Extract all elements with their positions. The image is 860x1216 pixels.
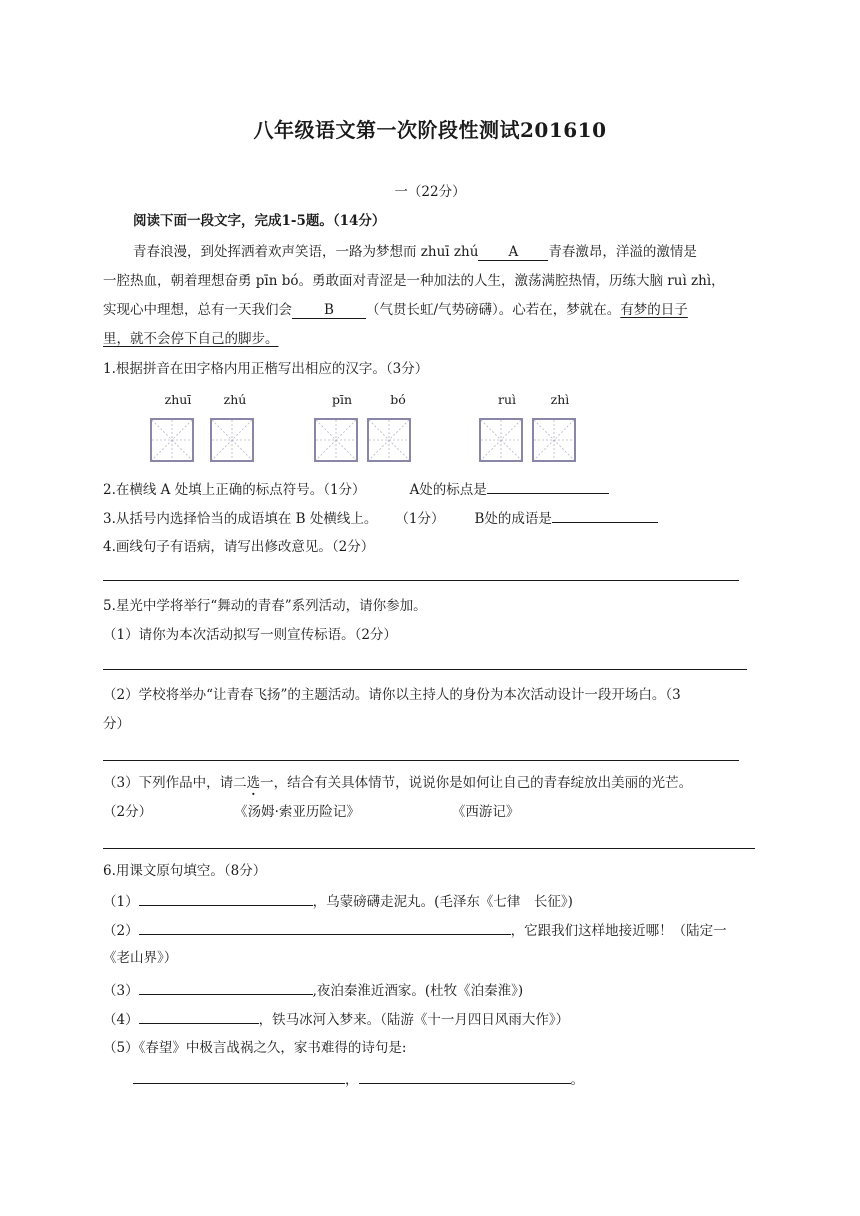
question-5: 5.星光中学将举行“舞动的青春”系列活动，请你参加。 (103, 598, 427, 614)
tianzige-grid[interactable] (479, 418, 523, 462)
question-6: 6.用课文原句填空。（8分） (103, 863, 267, 879)
answer-blank[interactable] (139, 1008, 259, 1024)
passage-text: （气贯长虹/气势磅礴）。心若在，梦就在。 (366, 302, 621, 318)
answer-line[interactable] (103, 580, 739, 581)
answer-blank[interactable] (487, 478, 609, 494)
question-5-sub-3-options (103, 802, 519, 822)
answer-blank[interactable] (139, 919, 511, 935)
question-text: 3.从括号内选择恰当的成语填在 B 处横线上。 (103, 511, 378, 527)
answer-line[interactable] (103, 760, 739, 761)
answer-blank[interactable] (133, 1068, 345, 1084)
question-5-sub-2: （2）学校将举办“让青春飞扬”的主题活动。请你以主持人的身份为本次活动设计一段开场白。（3 (103, 687, 681, 703)
tianzige-grid[interactable] (210, 418, 254, 462)
pinyin-label: ruì (497, 392, 517, 407)
passage-line-1 (133, 242, 697, 262)
question-text: ，结合有关具体情节，说说你是如何让自己的青春绽放出美丽的光芒。 (273, 775, 693, 791)
passage-text: 青春浪漫，到处挥洒着欢声笑语，一路为梦想而 zhuī zhú (133, 244, 479, 260)
answer-line[interactable] (103, 669, 747, 670)
tianzige-grid[interactable] (367, 418, 411, 462)
sub-number: （3） (103, 983, 139, 999)
reading-instruction: 阅读下面一段文字，完成1-5题。（14分） (133, 213, 386, 229)
emphasis-text: 二选一 (233, 775, 274, 791)
passage-line-2: 一腔热血，朝着理想奋勇 pīn bó。勇敢面对青涩是一种加法的人生，激荡满腔热情，历练大脑 ruì zhì， (103, 273, 725, 289)
answer-blank[interactable] (359, 1068, 571, 1084)
end-mark: 。 (570, 1072, 584, 1088)
pinyin-label: zhú (223, 392, 247, 407)
underlined-sentence-end: 里，就不会停下自己的脚步。 (103, 331, 279, 347)
answer-blank[interactable] (139, 979, 313, 995)
blank-b[interactable]: B (292, 303, 366, 319)
passage-text: 实现心中理想，总有一天我们会 (103, 302, 292, 318)
sub-number: （2） (103, 923, 139, 939)
pinyin-label: bó (390, 392, 406, 407)
question-6-sub-2 (103, 919, 727, 941)
answer-blank[interactable] (552, 507, 658, 523)
sub-text: ，它跟我们这样地接近哪！（陆定一 (510, 923, 727, 939)
tianzige-grid[interactable] (314, 418, 358, 462)
question-5-sub-2-cont: 分） (103, 716, 130, 732)
blank-a[interactable]: A (478, 245, 548, 261)
pinyin-label: pīn (331, 392, 353, 407)
pinyin-label: zhuī (164, 392, 192, 407)
pinyin-label: zhì (550, 392, 570, 407)
sub-number: （4） (103, 1012, 139, 1028)
answer-label: A处的标点是 (409, 482, 487, 498)
question-6-sub-3 (103, 979, 523, 1001)
question-6-sub-1 (103, 890, 573, 912)
sub-text: ,夜泊秦淮近酒家。(杜牧《泊秦淮》) (312, 983, 524, 999)
score-label: （1分） (395, 511, 445, 527)
passage-text: 青春激昂，洋溢的激情是 (548, 244, 697, 260)
section-heading: 一（22分） (394, 184, 466, 200)
question-3 (103, 507, 658, 529)
tianzige-grid[interactable] (532, 418, 576, 462)
question-2 (103, 478, 609, 500)
question-6-sub-4 (103, 1008, 569, 1030)
question-text: 2.在横线 A 处填上正确的标点符号。（1分） (103, 482, 366, 498)
question-5-sub-1: （1）请你为本次活动拟写一则宣传标语。（2分） (103, 627, 397, 643)
book-option: 《汤姆·索亚历险记》 (234, 804, 360, 820)
passage-line-3 (103, 300, 688, 320)
score-label: （2分） (103, 804, 153, 820)
book-option: 《西游记》 (451, 804, 520, 820)
question-4: 4.画线句子有语病，请写出修改意见。（2分） (103, 539, 375, 555)
underlined-sentence: 有梦的日子 (620, 302, 688, 318)
separator: ， (345, 1072, 359, 1088)
question-6-sub-5: （5）《春望》中极言战祸之久，家书难得的诗句是: (103, 1040, 407, 1056)
sub-text: ，乌蒙磅礴走泥丸。(毛泽东《七律 长征》) (312, 894, 573, 910)
page-title: 八年级语文第一次阶段性测试201610 (253, 118, 607, 142)
question-1: 1.根据拼音在田字格内用正楷写出相应的汉字。（3分） (103, 361, 429, 377)
answer-line[interactable] (103, 848, 755, 849)
tianzige-grid[interactable] (150, 418, 194, 462)
answer-label: B处的成语是 (474, 511, 552, 527)
question-5-sub-3 (103, 773, 692, 793)
sub-number: （1） (103, 894, 139, 910)
question-6-sub-5-answers (133, 1068, 584, 1090)
question-6-sub-2-cont: 《老山界》） (103, 950, 178, 966)
sub-text: ，铁马冰河入梦来。（陆游《十一月四日风雨大作》） (258, 1012, 570, 1028)
question-text: （3）下列作品中，请 (103, 775, 234, 791)
answer-blank[interactable] (139, 890, 313, 906)
